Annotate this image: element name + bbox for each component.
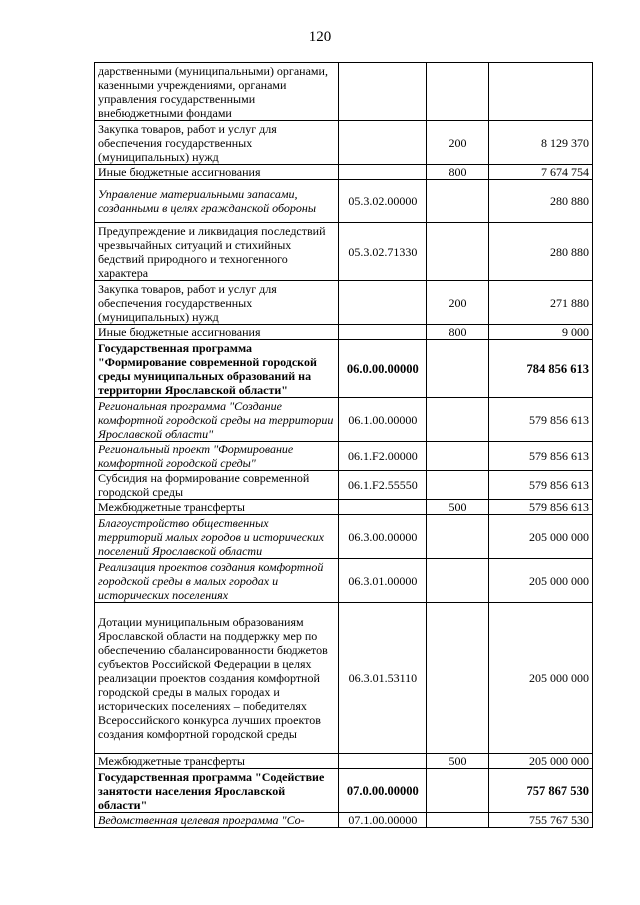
row-amount-cell bbox=[488, 63, 592, 121]
table-row bbox=[95, 325, 593, 340]
row-code-cell bbox=[339, 121, 427, 165]
row-expense-type-cell: 500 bbox=[427, 754, 488, 769]
table-row bbox=[95, 769, 593, 813]
row-name-cell: Ведомственная целевая программа "Со- bbox=[95, 813, 339, 828]
row-name-cell: Межбюджетные трансферты bbox=[95, 754, 339, 769]
row-code-cell bbox=[339, 500, 427, 515]
table-row bbox=[95, 340, 593, 398]
row-name-cell: Субсидия на формирование современной городской среды bbox=[95, 471, 339, 500]
row-code-cell: 06.0.00.00000 bbox=[339, 340, 427, 398]
row-expense-type-cell: 200 bbox=[427, 121, 488, 165]
page-number: 120 bbox=[308, 29, 332, 45]
row-expense-type-cell bbox=[427, 223, 488, 281]
table-row bbox=[95, 281, 593, 325]
table-row bbox=[95, 754, 593, 769]
row-amount-cell: 755 767 530 bbox=[488, 813, 592, 828]
row-code-cell: 06.1.00.00000 bbox=[339, 398, 427, 442]
row-name-cell: Дотации муниципальным образованиям Ярославской области на поддержку мер по обеспечению сбалансированности бюджетов субъектов Российской Федерации в целях реализации проектов создания комфортной городской среды в малых городах и исторических поселениях – победителях Всероссийского конкурса лучших проектов создания комфортной городской среды bbox=[95, 603, 339, 754]
row-code-cell bbox=[339, 281, 427, 325]
row-name-cell: дарственными (муниципальными) органами, казенными учреждениями, органами управления государственными внебюджетными фондами bbox=[95, 63, 339, 121]
row-name-cell: Предупреждение и ликвидация последствий чрезвычайных ситуаций и стихийных бедствий природного и техногенного характера bbox=[95, 223, 339, 281]
row-code-cell: 07.0.00.00000 bbox=[339, 769, 427, 813]
row-code-cell bbox=[339, 63, 427, 121]
row-expense-type-cell: 200 bbox=[427, 281, 488, 325]
table-row bbox=[95, 165, 593, 180]
row-code-cell: 06.3.01.00000 bbox=[339, 559, 427, 603]
row-amount-cell: 205 000 000 bbox=[488, 754, 592, 769]
row-name-cell: Управление материальными запасами, созданными в целях гражданской обороны bbox=[95, 180, 339, 223]
table-row bbox=[95, 63, 593, 121]
row-expense-type-cell bbox=[427, 603, 488, 754]
table-row bbox=[95, 515, 593, 559]
row-expense-type-cell: 500 bbox=[427, 500, 488, 515]
row-name-cell: Государственная программа "Содействие занятости населения Ярославской области" bbox=[95, 769, 339, 813]
row-expense-type-cell bbox=[427, 442, 488, 471]
table-row bbox=[95, 223, 593, 281]
row-code-cell bbox=[339, 165, 427, 180]
row-amount-cell: 579 856 613 bbox=[488, 398, 592, 442]
row-amount-cell: 280 880 bbox=[488, 223, 592, 281]
row-code-cell: 06.3.00.00000 bbox=[339, 515, 427, 559]
row-name-cell: Региональная программа "Создание комфортной городской среды на территории Ярославской области" bbox=[95, 398, 339, 442]
row-amount-cell: 205 000 000 bbox=[488, 515, 592, 559]
row-expense-type-cell bbox=[427, 63, 488, 121]
row-amount-cell: 205 000 000 bbox=[488, 559, 592, 603]
table-row bbox=[95, 559, 593, 603]
row-expense-type-cell bbox=[427, 180, 488, 223]
row-amount-cell: 757 867 530 bbox=[488, 769, 592, 813]
row-code-cell: 05.3.02.00000 bbox=[339, 180, 427, 223]
row-code-cell: 05.3.02.71330 bbox=[339, 223, 427, 281]
budget-table bbox=[94, 62, 593, 828]
row-name-cell: Межбюджетные трансферты bbox=[95, 500, 339, 515]
row-expense-type-cell bbox=[427, 515, 488, 559]
row-name-cell: Закупка товаров, работ и услуг для обеспечения государственных (муниципальных) нужд bbox=[95, 281, 339, 325]
row-amount-cell: 280 880 bbox=[488, 180, 592, 223]
row-name-cell: Иные бюджетные ассигнования bbox=[95, 165, 339, 180]
row-name-cell: Государственная программа "Формирование современной городской среды муниципальных образований на территории Ярославской области" bbox=[95, 340, 339, 398]
row-name-cell: Благоустройство общественных территорий малых городов и исторических поселений Ярославской области bbox=[95, 515, 339, 559]
row-code-cell bbox=[339, 754, 427, 769]
row-amount-cell: 784 856 613 bbox=[488, 340, 592, 398]
row-code-cell: 07.1.00.00000 bbox=[339, 813, 427, 828]
row-name-cell: Региональный проект "Формирование комфортной городской среды" bbox=[95, 442, 339, 471]
row-code-cell bbox=[339, 325, 427, 340]
row-amount-cell: 9 000 bbox=[488, 325, 592, 340]
table-row bbox=[95, 603, 593, 754]
row-name-cell: Закупка товаров, работ и услуг для обеспечения государственных (муниципальных) нужд bbox=[95, 121, 339, 165]
row-expense-type-cell bbox=[427, 813, 488, 828]
table-row bbox=[95, 442, 593, 471]
table-row bbox=[95, 398, 593, 442]
row-expense-type-cell: 800 bbox=[427, 165, 488, 180]
table-row bbox=[95, 471, 593, 500]
row-amount-cell: 205 000 000 bbox=[488, 603, 592, 754]
row-amount-cell: 8 129 370 bbox=[488, 121, 592, 165]
row-expense-type-cell bbox=[427, 769, 488, 813]
row-expense-type-cell bbox=[427, 340, 488, 398]
row-expense-type-cell bbox=[427, 471, 488, 500]
table-row bbox=[95, 121, 593, 165]
row-code-cell: 06.3.01.53110 bbox=[339, 603, 427, 754]
row-amount-cell: 579 856 613 bbox=[488, 500, 592, 515]
row-code-cell: 06.1.F2.55550 bbox=[339, 471, 427, 500]
row-expense-type-cell bbox=[427, 559, 488, 603]
row-amount-cell: 7 674 754 bbox=[488, 165, 592, 180]
row-name-cell: Иные бюджетные ассигнования bbox=[95, 325, 339, 340]
row-expense-type-cell: 800 bbox=[427, 325, 488, 340]
row-amount-cell: 579 856 613 bbox=[488, 442, 592, 471]
row-amount-cell: 579 856 613 bbox=[488, 471, 592, 500]
row-amount-cell: 271 880 bbox=[488, 281, 592, 325]
table-row bbox=[95, 180, 593, 223]
row-name-cell: Реализация проектов создания комфортной городской среды в малых городах и исторических поселениях bbox=[95, 559, 339, 603]
table-row bbox=[95, 813, 593, 828]
row-code-cell: 06.1.F2.00000 bbox=[339, 442, 427, 471]
row-expense-type-cell bbox=[427, 398, 488, 442]
table-row bbox=[95, 500, 593, 515]
